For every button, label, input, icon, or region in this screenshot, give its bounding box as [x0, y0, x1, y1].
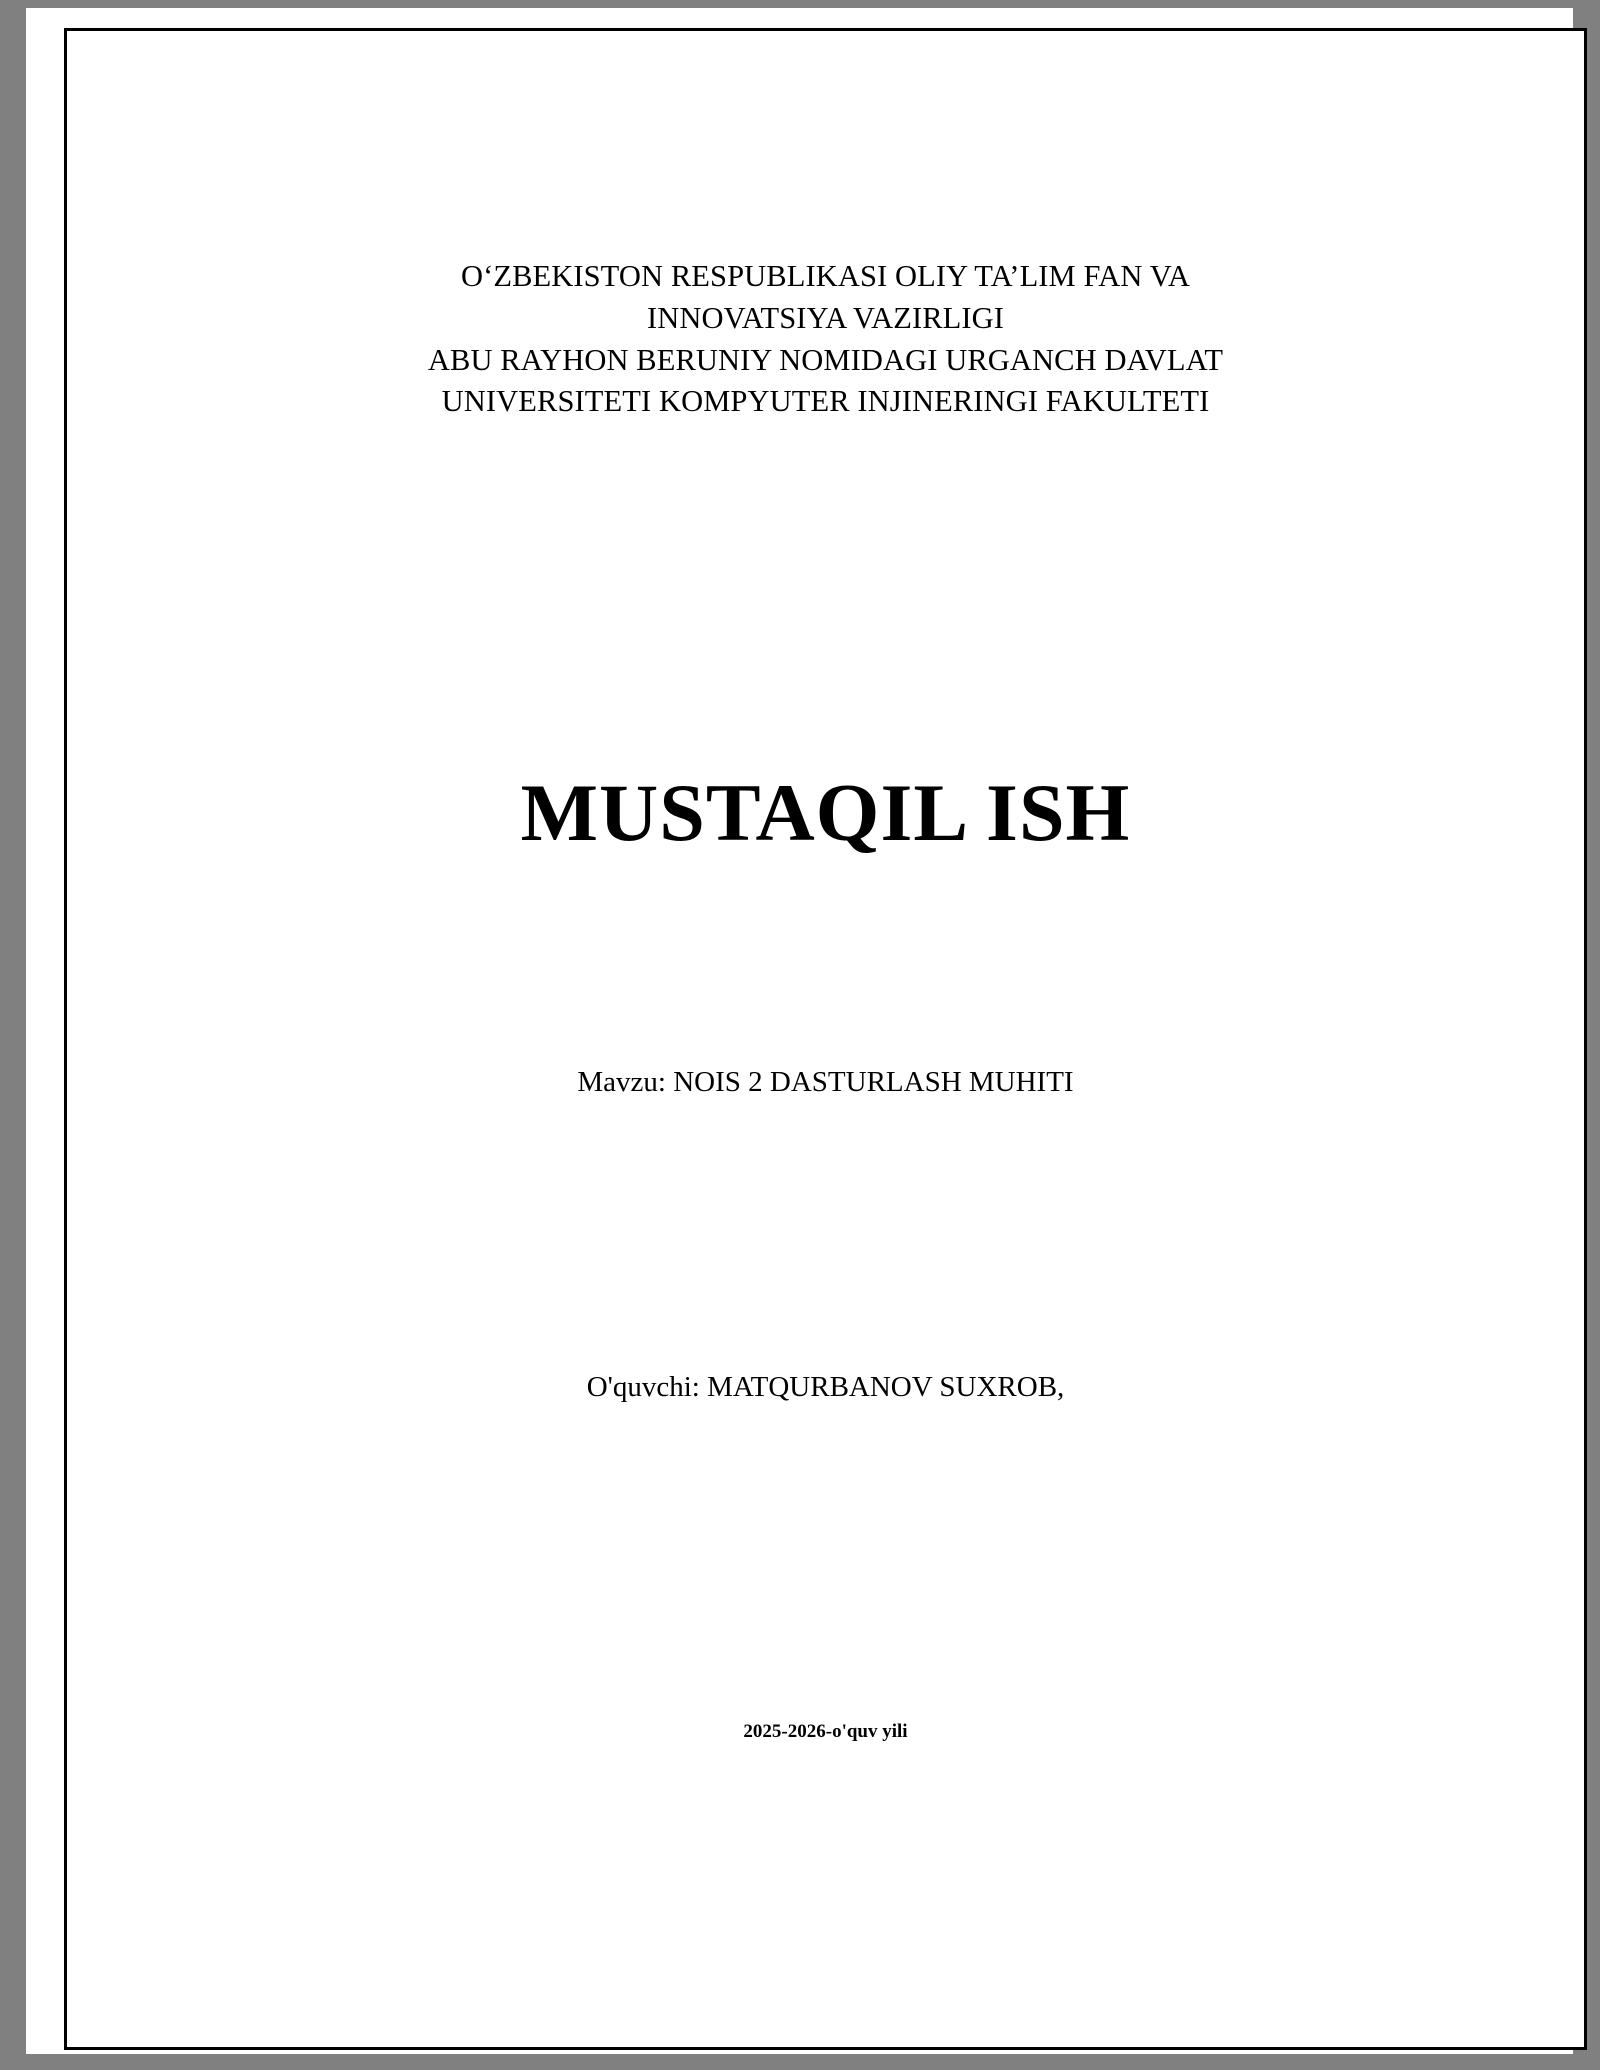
page-border-frame	[64, 28, 1587, 2050]
academic-year-line: 2025-2026-o'quv yili	[743, 1721, 908, 1742]
institution-header	[236, 256, 1416, 423]
document-page	[26, 8, 1573, 2054]
student-line: O'quvchi: MATQURBANOV SUXROB,	[586, 1371, 1065, 1403]
subject-line: Mavzu: NOIS 2 DASTURLASH MUHITI	[577, 1066, 1074, 1098]
institution-header-line-4: UNIVERSITETI KOMPYUTER INJINERINGI FAKULTETI	[441, 384, 1210, 419]
institution-header-line-2: INNOVATSIYA VAZIRLIGI	[646, 300, 1005, 335]
institution-header-line-1: O‘ZBEKISTON RESPUBLIKASI OLIY TA’LIM FAN VA	[460, 259, 1191, 293]
institution-header-line-3: ABU RAYHON BERUNIY NOMIDAGI URGANCH DAVLAT	[427, 342, 1224, 377]
page-title: MUSTAQIL ISH	[520, 767, 1131, 858]
title-page-content	[67, 31, 1584, 2047]
